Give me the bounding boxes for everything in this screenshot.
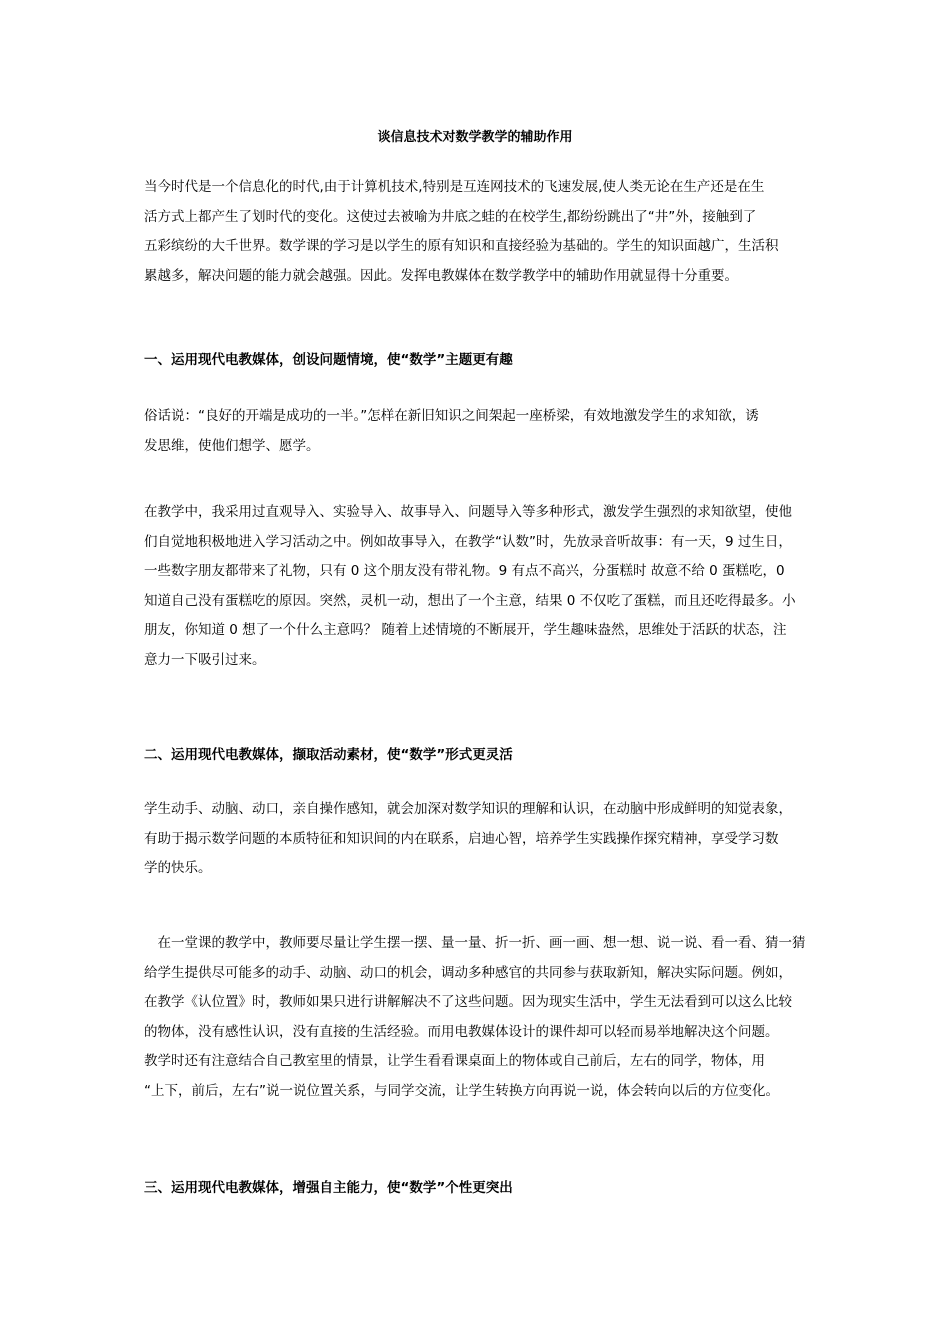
section-1-paragraph-2 xyxy=(144,498,812,675)
section-2-paragraph-2 xyxy=(144,929,812,1106)
paragraph-line: 当今时代是一个信息化的时代,由于计算机技术,特别是互连网技术的飞速发展,使人类无论在生产还是在生 xyxy=(144,179,765,195)
paragraph-line: 知道自己没有蛋糕吃的原因。突然，灵机一动，想出了一个主意，结果 0 不仅吃了蛋糕，而且还吃得最多。小 xyxy=(144,592,796,609)
paragraph-line: 在教学中，我采用过直观导入、实验导入、故事导入、问题导入等多种形式，激发学生强烈的求知欲望，使他 xyxy=(144,504,792,520)
paragraph-line: 累越多，解决问题的能力就会越强。因此。发挥电教媒体在数学教学中的辅助作用就显得十分重要。 xyxy=(144,267,738,284)
paragraph-line: 一些数字朋友都带来了礼物，只有 0 这个朋友没有带礼物。9 有点不高兴，分蛋糕时 故意不给 0 蛋糕吃，0 xyxy=(144,563,785,579)
paragraph-line: 有助于揭示数学问题的本质特征和知识间的内在联系，启迪心智，培养学生实践操作探究精神，享受学习数 xyxy=(144,830,779,847)
document-title: 谈信息技术对数学教学的辅助作用 xyxy=(377,130,573,145)
section-3-heading: 三、运用现代电教媒体，增强自主能力，使“数学”个性更突出 xyxy=(144,1180,513,1196)
paragraph-line: 教学时还有注意结合自己教室里的情景，让学生看看课桌面上的物体或自己前后，左右的同学，物体，用 xyxy=(144,1053,765,1069)
paragraph-line: 学生动手、动脑、动口，亲自操作感知，就会加深对数学知识的理解和认识，在动脑中形成鲜明的知觉表象， xyxy=(144,801,792,817)
paragraph-line: 在教学《认位置》时，教师如果只进行讲解解决不了这些问题。因为现实生活中，学生无法看到可以这么比较 xyxy=(144,994,792,1010)
paragraph-line: 活方式上都产生了划时代的变化。这使过去被喻为井底之蛙的在校学生,都纷纷跳出了“井”外，接触到了 xyxy=(144,208,757,225)
paragraph-line: 朋友，你知道 0 想了一个什么主意吗？ 随着上述情境的不断展开，学生趣味盎然，思维处于活跃的状态，注 xyxy=(144,622,787,638)
paragraph-line: 五彩缤纷的大千世界。数学课的学习是以学生的原有知识和直接经验为基础的。学生的知识面越广，生活积 xyxy=(144,238,779,254)
section-1-paragraph-1 xyxy=(144,402,812,461)
section-1-heading: 一、运用现代电教媒体，创设问题情境，使“数学”主题更有趣 xyxy=(144,352,513,368)
paragraph-line: 发思维，使他们想学、愿学。 xyxy=(144,437,320,454)
paragraph-line: 意力一下吸引过来。 xyxy=(144,651,266,668)
section-2-paragraph-1 xyxy=(144,795,812,884)
paragraph-line: 学的快乐。 xyxy=(144,860,212,876)
section-2-heading: 二、运用现代电教媒体，撷取活动素材，使“数学”形式更灵活 xyxy=(144,747,513,763)
paragraph-line: 在一堂课的教学中，教师要尽量让学生摆一摆、量一量、折一折、画一画、想一想、说一说、看一看、猜一猜 xyxy=(144,935,806,951)
intro-paragraph xyxy=(144,173,812,291)
paragraph-line: “上下，前后，左右”说一说位置关系，与同学交流，让学生转换方向再说一说，体会转向以后的方位变化。 xyxy=(144,1082,779,1099)
paragraph-line: 的物体，没有感性认识，没有直接的生活经验。而用电教媒体设计的课件却可以轻而易举地解决这个问题。 xyxy=(144,1023,779,1040)
paragraph-line: 们自觉地积极地进入学习活动之中。例如故事导入，在教学“认数”时，先放录音听故事：有一天，9 过生日， xyxy=(144,533,792,550)
paragraph-line: 给学生提供尽可能多的动手、动脑、动口的机会，调动多种感官的共同参与获取新知，解决实际问题。例如， xyxy=(144,964,792,981)
paragraph-line: 俗话说：“良好的开端是成功的一半。”怎样在新旧知识之间架起一座桥梁，有效地激发学生的求知欲，诱 xyxy=(144,408,759,424)
